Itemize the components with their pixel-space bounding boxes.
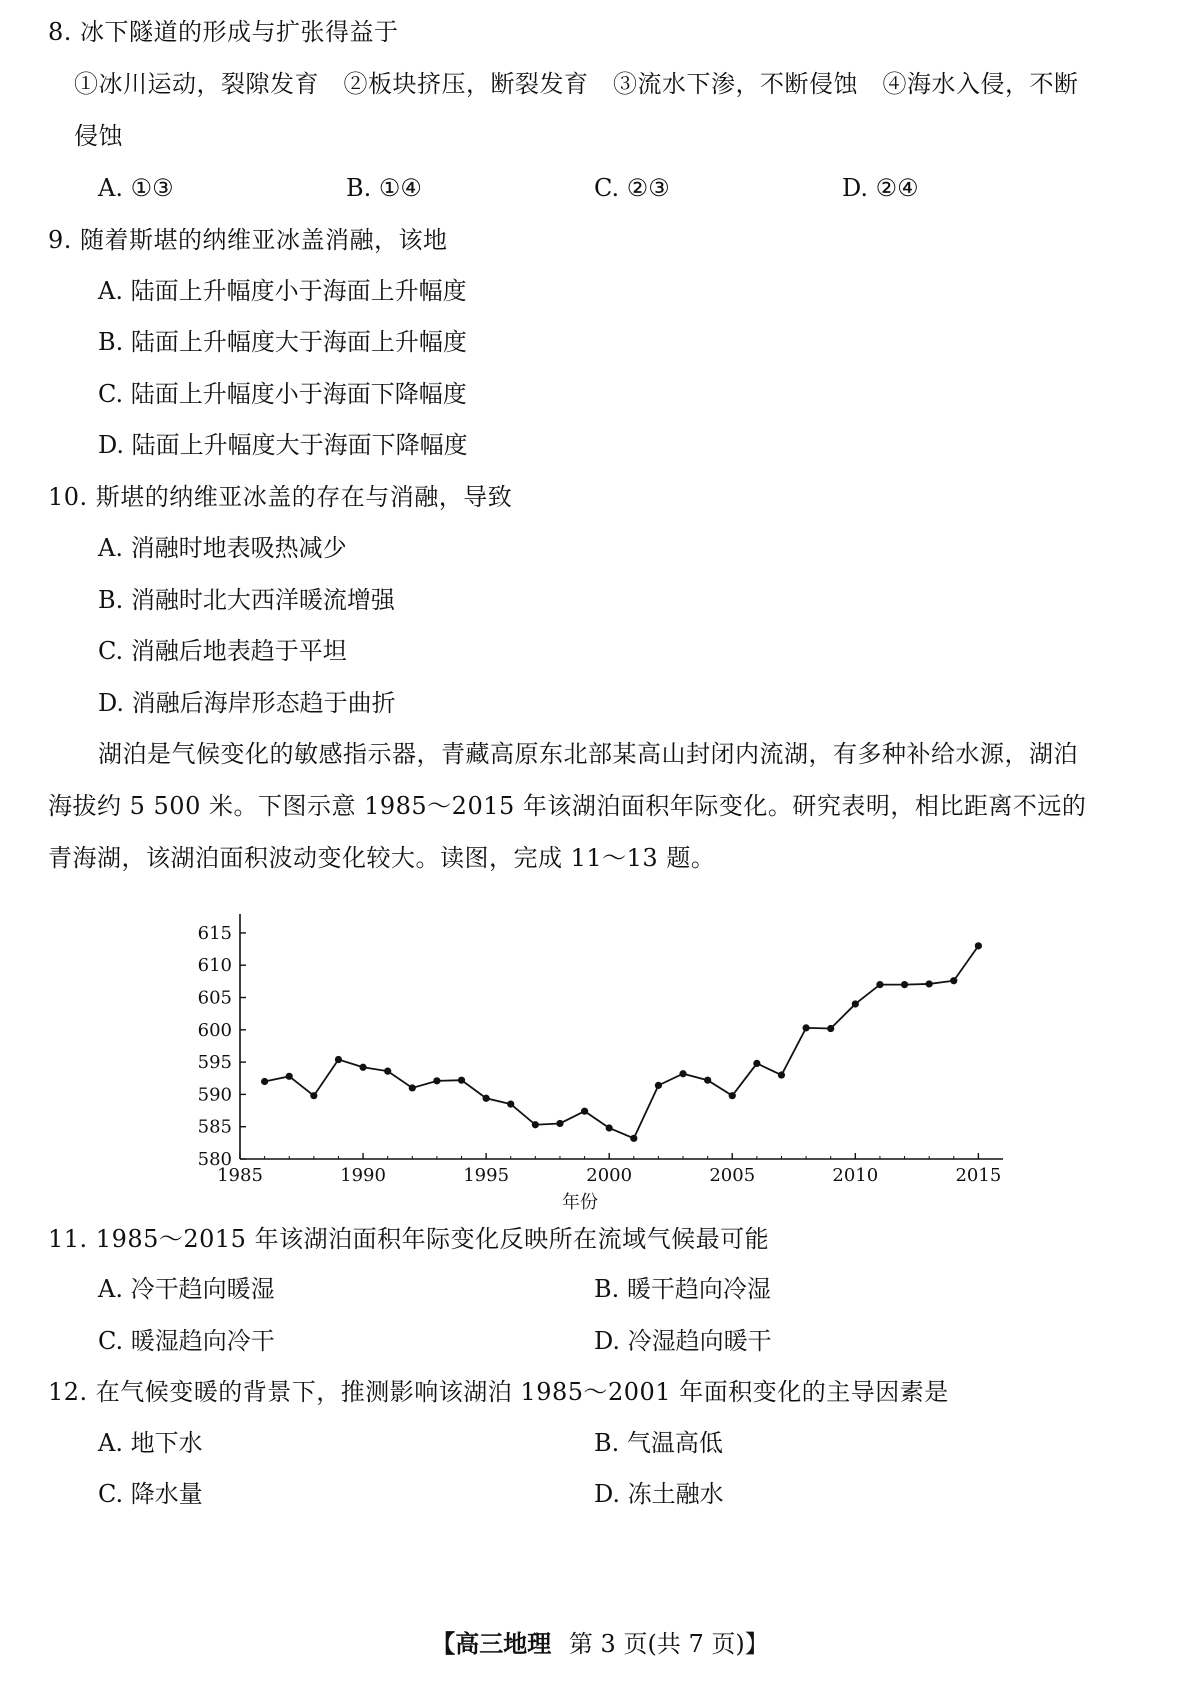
data-point [655, 1082, 662, 1089]
q8-items-line1: ①冰川运动，裂隙发育 ②板块挤压，断裂发育 ③流水下渗，不断侵蚀 ④海水入侵，不断 [74, 70, 1079, 98]
q12-option-b: B. 气温高低 [594, 1429, 723, 1457]
x-tick-label: 2005 [709, 1165, 756, 1186]
data-point [261, 1078, 268, 1085]
x-tick-label: 1995 [463, 1165, 510, 1186]
x-tick-label: 2015 [955, 1165, 1002, 1186]
data-point [507, 1100, 514, 1107]
data-point [950, 977, 957, 984]
q12-stem: 12. 在气候变暖的背景下，推测影响该湖泊 1985～2001 年面积变化的主导因素是 [48, 1378, 949, 1406]
q10-stem: 10. 斯堪的纳维亚冰盖的存在与消融，导致 [48, 483, 513, 511]
q10-option-d: D. 消融后海岸形态趋于曲折 [98, 689, 396, 717]
q12-option-d: D. 冻土融水 [594, 1480, 724, 1508]
q8-stem: 8. 冰下隧道的形成与扩张得益于 [48, 18, 399, 46]
x-tick-label: 2010 [832, 1165, 879, 1186]
data-point [606, 1124, 613, 1131]
q10-option-a: A. 消融时地表吸热减少 [98, 534, 347, 562]
y-tick-label: 585 [197, 1116, 232, 1138]
y-tick-label: 580 [197, 1149, 232, 1170]
data-point [729, 1092, 736, 1099]
q8-option-a: A. ①③ [98, 174, 174, 202]
data-point [753, 1060, 760, 1067]
data-point [802, 1024, 809, 1031]
y-tick-label: 600 [197, 1019, 232, 1041]
x-tick-label: 1990 [340, 1165, 386, 1186]
data-point [458, 1077, 465, 1084]
data-point [310, 1092, 317, 1099]
data-point [286, 1073, 293, 1080]
y-tick-label: 605 [197, 987, 232, 1009]
data-point [384, 1068, 391, 1075]
lake-area-line [265, 946, 979, 1138]
data-point [335, 1056, 342, 1063]
q10-option-c: C. 消融后地表趋于平坦 [98, 637, 347, 665]
x-tick-label: 1985 [217, 1165, 263, 1186]
data-point [556, 1120, 563, 1127]
data-point [483, 1095, 490, 1102]
q8-items-line2: 侵蚀 [74, 122, 123, 150]
data-point [630, 1135, 637, 1142]
q9-option-b: B. 陆面上升幅度大于海面上升幅度 [98, 328, 467, 356]
x-axis-label: 年份 [562, 1192, 598, 1213]
data-point [852, 1000, 859, 1007]
q8-option-d: D. ②④ [842, 174, 919, 202]
data-point [827, 1025, 834, 1032]
q9-option-a: A. 陆面上升幅度小于海面上升幅度 [98, 277, 467, 305]
data-point [926, 980, 933, 987]
x-tick-label: 2000 [586, 1165, 633, 1186]
q8-option-b: B. ①④ [346, 174, 422, 202]
y-tick-label: 610 [197, 955, 232, 977]
lake-area-chart [0, 890, 1200, 1220]
passage-line-3: 青海湖，该湖泊面积波动变化较大。读图，完成 11～13 题。 [48, 844, 716, 872]
data-point [778, 1071, 785, 1078]
y-tick-label: 615 [197, 922, 232, 944]
data-point [901, 981, 908, 988]
q11-stem: 11. 1985～2015 年该湖泊面积年际变化反映所在流域气候最可能 [48, 1225, 770, 1253]
q11-option-b: B. 暖干趋向冷湿 [594, 1275, 771, 1303]
data-point [581, 1108, 588, 1115]
q9-stem: 9. 随着斯堪的纳维亚冰盖消融，该地 [48, 226, 448, 254]
q11-option-d: D. 冷湿趋向暖干 [594, 1327, 772, 1355]
q11-option-a: A. 冷干趋向暖湿 [98, 1275, 275, 1303]
data-point [876, 981, 883, 988]
y-tick-label: 595 [197, 1052, 232, 1074]
q10-option-b: B. 消融时北大西洋暖流增强 [98, 586, 395, 614]
q12-option-a: A. 地下水 [98, 1429, 203, 1457]
y-tick-label: 590 [197, 1084, 232, 1106]
data-point [975, 942, 982, 949]
data-point [704, 1077, 711, 1084]
q9-option-d: D. 陆面上升幅度大于海面下降幅度 [98, 431, 468, 459]
passage-line-2: 海拔约 5 500 米。下图示意 1985～2015 年该湖泊面积年际变化。研究表明，相比距离不远的 [48, 792, 1087, 820]
data-point [359, 1064, 366, 1071]
q9-option-c: C. 陆面上升幅度小于海面下降幅度 [98, 380, 467, 408]
data-point [409, 1084, 416, 1091]
passage-line-1: 湖泊是气候变化的敏感指示器，青藏高原东北部某高山封闭内流湖，有多种补给水源，湖泊 [98, 740, 1078, 768]
data-point [532, 1121, 539, 1128]
data-point [433, 1077, 440, 1084]
page-footer [0, 1628, 1200, 1660]
q8-option-c: C. ②③ [594, 174, 670, 202]
q11-option-c: C. 暖湿趋向冷干 [98, 1327, 275, 1355]
footer-page: 第 3 页(共 7 页)】 [568, 1630, 769, 1658]
data-point [679, 1070, 686, 1077]
q12-option-c: C. 降水量 [98, 1480, 203, 1508]
footer-subject: 【高三地理 [431, 1629, 552, 1658]
